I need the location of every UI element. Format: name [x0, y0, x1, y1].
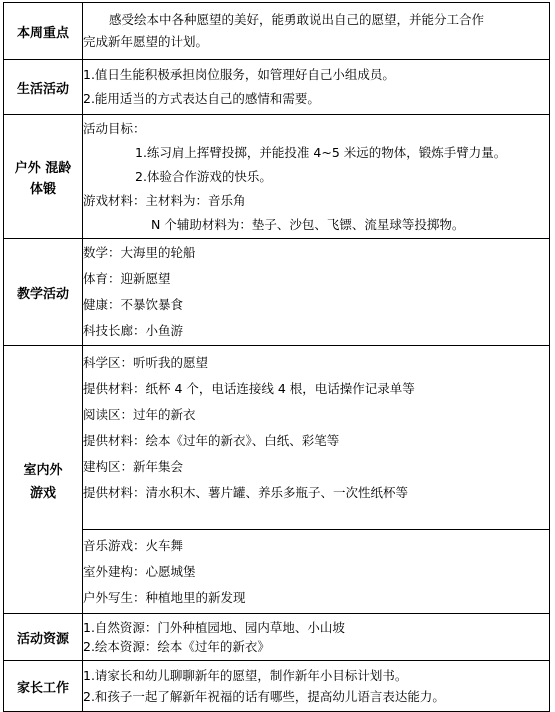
parents-content: [83, 661, 550, 712]
life-activity-line-1: 1.值日生能积极承担岗位服务，如管理好自己小组成员。: [83, 67, 395, 82]
games-label: [4, 346, 83, 614]
outdoor-sports-line-2: 1.练习肩上挥臂投掷，并能投准 4~5 米远的物体，锻炼手臂力量。: [135, 144, 507, 160]
life-activity-label: 生活活动: [4, 60, 83, 115]
outdoor-games-line-3: 户外写生：种植地里的新发现: [83, 589, 246, 605]
teaching-line-2: 体育：迎新愿望: [83, 271, 171, 286]
games-label-line-1: 室内外: [23, 462, 63, 478]
resources-label: 活动资源: [4, 614, 83, 661]
outdoor-sports-line-4: 游戏材料：主材料为：音乐角: [83, 192, 246, 208]
teaching-line-4: 科技长廊：小鱼游: [83, 323, 184, 338]
parents-line-2: 2.和孩子一起了解新年祝福的话有哪些，提高幼儿语言表达能力。: [83, 689, 445, 704]
weekly-focus-content: [83, 3, 550, 60]
weekly-focus-line-2: 完成新年愿望的计划。: [83, 34, 209, 49]
outdoor-games-content: [83, 530, 550, 614]
outdoor-sports-label: [4, 115, 83, 239]
life-activity-row: [4, 60, 550, 115]
outdoor-sports-line-3: 2.体验合作游戏的快乐。: [135, 168, 272, 184]
weekly-focus-row: [4, 3, 550, 60]
outdoor-sports-row: [4, 115, 550, 239]
life-activity-line-2: 2.能用适当的方式表达自己的感情和需要。: [83, 91, 320, 106]
resources-row: [4, 614, 550, 661]
outdoor-games-line-1: 音乐游戏：火车舞: [83, 537, 184, 553]
indoor-games-line-5: 建构区：新年集会: [83, 459, 184, 474]
indoor-games-line-6: 提供材料：清水积木、薯片罐、养乐多瓶子、一次性纸杯等: [83, 485, 409, 500]
life-activity-content: [83, 60, 550, 115]
outdoor-sports-label-line-1: 户外 混龄: [14, 160, 72, 176]
parents-row: [4, 661, 550, 712]
teaching-line-3: 健康：不暴饮暴食: [83, 297, 184, 312]
weekly-focus-label: 本周重点: [4, 3, 83, 60]
indoor-games-line-4: 提供材料：绘本《过年的新衣》、白纸、彩笔等: [83, 433, 340, 448]
outdoor-sports-line-1: 活动目标：: [83, 120, 146, 136]
outdoor-sports-content: [83, 115, 550, 239]
teaching-line-1: 数学：大海里的轮船: [83, 245, 196, 260]
resources-line-1: 1.自然资源：门外种植园地、园内草地、小山坡: [83, 620, 345, 635]
resources-line-2: 2.绘本资源：绘本《过年的新衣》: [83, 639, 270, 654]
weekly-focus-line-1: 感受绘本中各种愿望的美好，能勇敢说出自己的愿望，并能分工合作: [109, 12, 485, 27]
teaching-label: 教学活动: [4, 239, 83, 346]
outdoor-games-row: [4, 530, 550, 614]
indoor-games-line-1: 科学区：听听我的愿望: [83, 355, 209, 370]
outdoor-sports-line-5: N 个辅助材料为：垫子、沙包、飞镖、流星球等投掷物。: [151, 216, 465, 232]
parents-label: 家长工作: [4, 661, 83, 712]
outdoor-sports-label-line-2: 体锻: [29, 181, 56, 197]
parents-line-1: 1.请家长和幼儿聊聊新年的愿望，制作新年小目标计划书。: [83, 668, 408, 683]
indoor-games-row: [4, 346, 550, 530]
outdoor-games-line-2: 室外建构：心愿城堡: [83, 563, 196, 579]
teaching-row: [4, 239, 550, 346]
indoor-games-line-2: 提供材料：纸杯 4 个，电话连接线 4 根，电话操作记录单等: [83, 381, 415, 396]
indoor-games-line-3: 阅读区：过年的新衣: [83, 407, 196, 422]
teaching-content: [83, 239, 550, 346]
resources-content: [83, 614, 550, 661]
weekly-plan-table: [3, 2, 550, 712]
indoor-games-content: [83, 346, 550, 530]
games-label-line-2: 游戏: [29, 485, 56, 501]
